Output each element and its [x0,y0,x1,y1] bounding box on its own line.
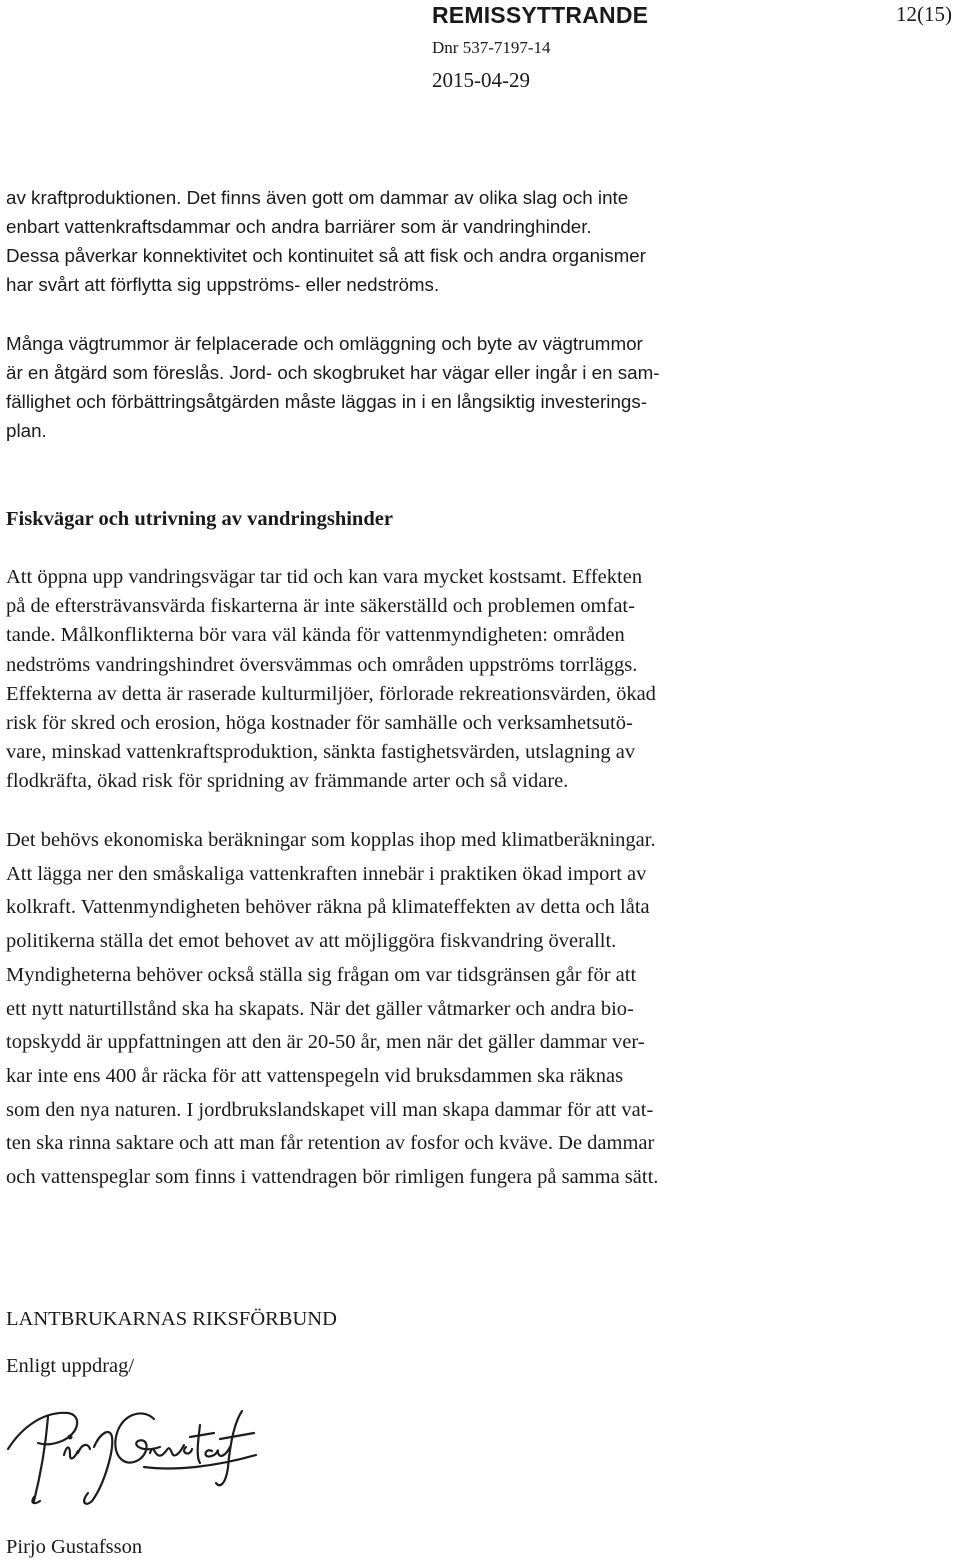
section-heading: Fiskvägar och utrivning av vandringshinder [6,508,393,530]
document-date: 2015-04-29 [432,68,530,92]
paragraph-3 [6,563,956,797]
text-line: kar inte ens 400 år räcka för att vattenspegeln vid bruksdammen ska räknas [6,1064,624,1087]
paragraph-4 [6,824,956,1195]
text-line: Myndigheterna behöver också ställa sig frågan om var tidsgränsen går för att [6,963,637,986]
text-line: av kraftproduktionen. Det finns även gott om dammar av olika slag och inte [6,187,629,208]
document-reference-number: Dnr 537-7197-14 [432,38,551,57]
page-number: 12(15) [896,2,952,26]
text-line: Effekterna av detta är raserade kulturmiljöer, förlorade rekreationsvärden, ökad [6,682,656,705]
text-line: kolkraft. Vattenmyndigheten behöver räkna på klimateffekten av detta och låta [6,896,650,919]
text-line: Att lägga ner den småskaliga vattenkraften innebär i praktiken ökad import av [6,862,647,885]
text-line: tande. Målkonflikterna bör vara väl kända för vattenmyndigheten: områden [6,624,625,647]
organization-name: LANTBRUKARNAS RIKSFÖRBUND [6,1308,337,1330]
text-line: plan. [6,420,47,441]
text-line: Att öppna upp vandringsvägar tar tid och kan vara mycket kostsamt. Effekten [6,566,643,588]
text-line: enbart vattenkraftsdammar och andra barriärer som är vandringhinder. [6,216,592,237]
text-line: flodkräfta, ökad risk för spridning av främmande arter och så vidare. [6,770,569,793]
text-line: på de eftersträvansvärda fiskarterna är inte säkerställd och problemen omfat- [6,595,635,618]
on-behalf-note: Enligt uppdrag/ [6,1355,135,1377]
paragraph-2 [6,329,956,445]
text-line: är en åtgärd som föreslås. Jord- och skogbruket har vägar eller ingår i en sam- [6,362,660,383]
text-line: Många vägtrummor är felplacerade och omläggning och byte av vägtrummor [6,333,643,354]
paragraph-1 [6,183,956,299]
text-line: topskydd är uppfattningen att den är 20-50 år, men när det gäller dammar ver- [6,1031,645,1054]
text-line: risk för skred och erosion, höga kostnader för samhälle och verksamhetsutö- [6,712,633,735]
text-line: Dessa påverkar konnektivitet och kontinuitet så att fisk och andra organismer [6,245,646,266]
text-line: fällighet och förbättringsåtgärden måste läggas in i en långsiktig investerings- [6,391,648,412]
document-type-heading: REMISSYTTRANDE [432,2,649,28]
text-line: Det behövs ekonomiska beräkningar som kopplas ihop med klimatberäkningar. [6,829,656,851]
signatory-name: Pirjo Gustafsson [6,1536,143,1558]
text-line: har svårt att förflytta sig uppströms- eller nedströms. [6,274,440,295]
text-line: ten ska rinna saktare och att man får retention av fosfor och kväve. De dammar [6,1132,655,1155]
text-line: politikerna ställa det emot behovet av att möjliggöra fiskvandring överallt. [6,930,617,953]
text-line: och vattenspeglar som finns i vattendragen bör rimligen fungera på samma sätt. [6,1166,659,1189]
text-line: ett nytt naturtillstånd ska ha skapats. När det gäller våtmarker och andra bio- [6,997,634,1020]
text-line: vare, minskad vattenkraftsproduktion, sänkta fastighetsvärden, utslagning av [6,741,636,764]
text-line: nedströms vandringshindret översvämmas och områden uppströms torrläggs. [6,653,638,676]
handwritten-signature [4,1397,260,1517]
text-line: som den nya naturen. I jordbrukslandskapet vill man skapa dammar för att vat- [6,1098,654,1121]
